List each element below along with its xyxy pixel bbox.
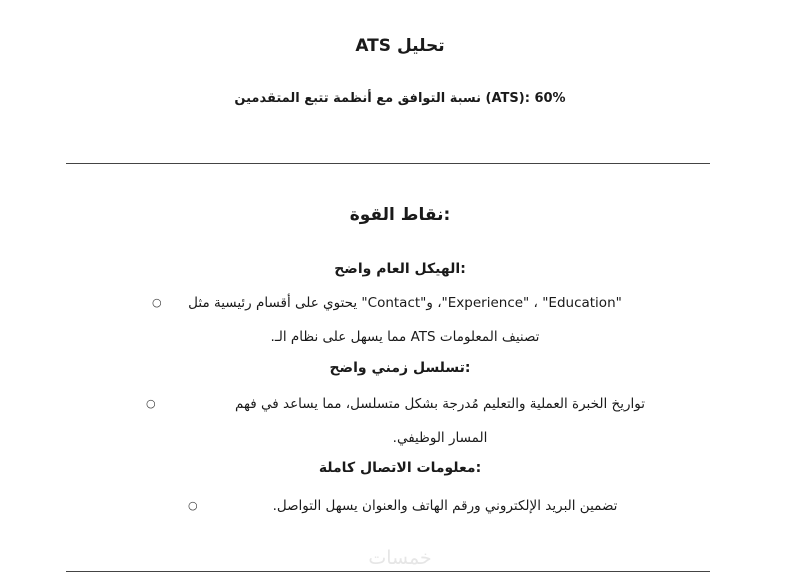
bullet-icon: ○ bbox=[188, 499, 198, 512]
divider-top bbox=[66, 163, 710, 164]
strengths-heading: :نقاط القوة bbox=[349, 205, 451, 225]
bullet-icon: ○ bbox=[146, 397, 156, 410]
section-heading-contact: :معلومات الاتصال كاملة bbox=[318, 460, 482, 476]
list-item-structure-line1: "Experience" ، "Education"، و"Contact" يحتوي على أقسام رئيسية مثل bbox=[188, 295, 622, 311]
list-item-structure-line2: تصنيف المعلومات ATS مما يسهل على نظام الـ. bbox=[270, 329, 540, 345]
watermark-logo: خمسات bbox=[368, 547, 432, 569]
list-item-contact-line1: تضمين البريد الإلكتروني ورقم الهاتف والعنوان يسهل التواصل. bbox=[272, 498, 618, 514]
bullet-icon: ○ bbox=[152, 296, 162, 309]
divider-bottom bbox=[66, 571, 710, 572]
ats-match-ratio: 60% :(ATS) نسبة التوافق مع أنظمة تتبع المتقدمين bbox=[234, 91, 566, 106]
page-title: تحليل ATS bbox=[355, 36, 445, 56]
list-item-timeline-line2: المسار الوظيفي. bbox=[392, 430, 488, 446]
section-heading-timeline: :تسلسل زمني واضح bbox=[329, 360, 471, 376]
list-item-timeline-line1: تواريخ الخبرة العملية والتعليم مُدرجة بشكل متسلسل، مما يساعد في فهم bbox=[235, 396, 645, 412]
section-heading-structure: :الهيكل العام واضح bbox=[334, 261, 466, 277]
